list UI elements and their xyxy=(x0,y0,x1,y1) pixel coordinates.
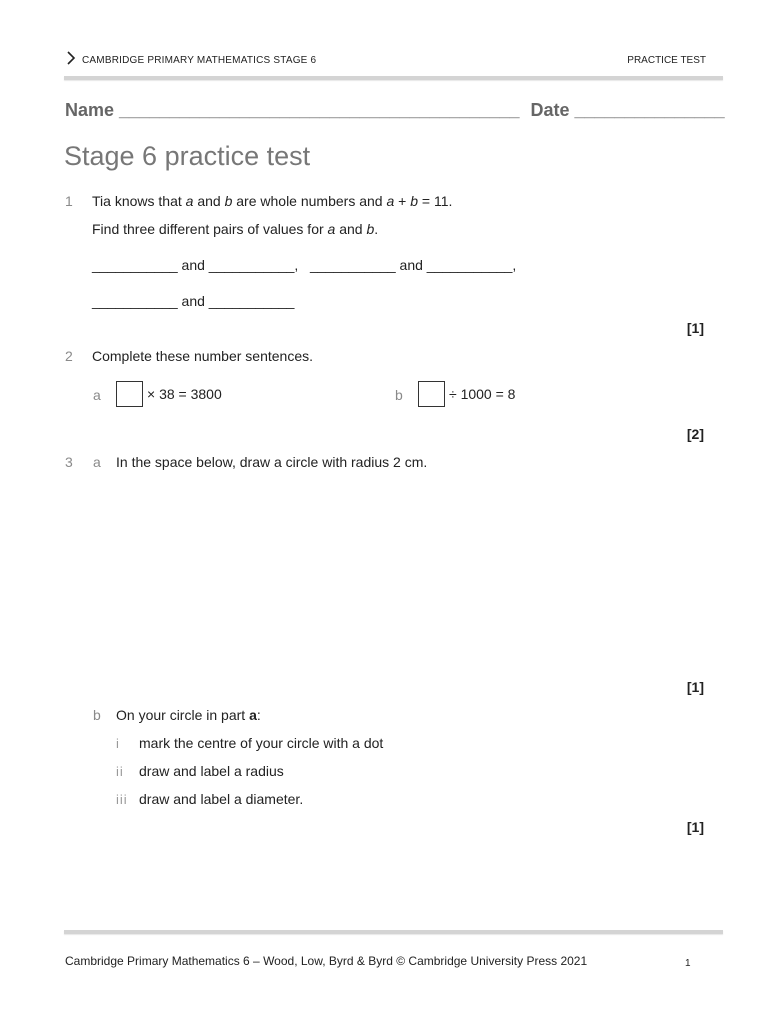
q1-text: Find three different pairs of values for xyxy=(92,221,328,237)
question-2b-sentence xyxy=(418,381,515,407)
q1-text: Tia knows that xyxy=(92,193,186,209)
page-title: Stage 6 practice test xyxy=(64,141,311,171)
q1-var-a: a xyxy=(185,193,194,209)
q3b-text: On your circle in part xyxy=(116,707,250,723)
answer-box-2b[interactable] xyxy=(418,381,445,407)
q3b-text: : xyxy=(256,707,261,723)
question-3b-marks: [1] xyxy=(686,819,704,835)
q1-eq-plus: + xyxy=(394,193,411,209)
question-3a-text: In the space below, draw a circle with radius 2 cm. xyxy=(116,454,428,470)
question-1-number: 1 xyxy=(65,193,73,209)
answer-box-2a[interactable] xyxy=(116,381,143,407)
q1-eq-a: a xyxy=(386,193,395,209)
question-1-answer-row-1[interactable]: ___________ and ___________, ___________ and ___________, xyxy=(92,257,517,273)
question-2a-text: × 38 = 3800 xyxy=(147,386,222,402)
date-label: Date xyxy=(530,100,570,120)
question-1-line-1 xyxy=(92,193,452,209)
question-3b-text xyxy=(116,707,261,723)
question-2b-text: ÷ 1000 = 8 xyxy=(449,386,516,402)
date-field[interactable]: _______________ xyxy=(574,100,725,120)
item-iii-text: draw and label a diameter. xyxy=(139,791,304,807)
item-ii-text: draw and label a radius xyxy=(139,763,284,779)
question-2a-sentence xyxy=(116,381,222,407)
drawing-area[interactable] xyxy=(116,480,696,670)
name-date-row xyxy=(65,100,725,121)
question-1-marks: [1] xyxy=(686,320,704,336)
header-divider xyxy=(64,76,723,80)
name-field[interactable]: ________________________________________ xyxy=(119,100,520,120)
question-3a-marks: [1] xyxy=(686,679,704,695)
question-2-prompt: Complete these number sentences. xyxy=(92,348,314,364)
question-2a-label: a xyxy=(93,387,101,403)
q1-eq-b: b xyxy=(410,193,419,209)
question-3b-label: b xyxy=(93,707,101,723)
question-1-answer-row-2[interactable]: ___________ and ___________ xyxy=(92,293,295,309)
header-label: PRACTICE TEST xyxy=(627,55,706,66)
question-3a-label: a xyxy=(93,454,101,470)
question-2-marks: [2] xyxy=(686,426,704,442)
q1-text: and xyxy=(193,193,225,209)
page-number: 1 xyxy=(685,958,691,969)
q1-text: are whole numbers and xyxy=(232,193,387,209)
item-ii-label: ii xyxy=(116,764,124,779)
name-label: Name xyxy=(65,100,115,120)
q1-var-b: b xyxy=(366,221,375,237)
question-1-line-2 xyxy=(92,221,378,237)
footer-divider xyxy=(64,930,723,934)
footer-credit: Cambridge Primary Mathematics 6 – Wood, Low, Byrd & Byrd © Cambridge University Press 2021 xyxy=(65,954,588,968)
header-series-title: CAMBRIDGE PRIMARY MATHEMATICS STAGE 6 xyxy=(82,55,317,66)
item-i-label: i xyxy=(116,736,120,751)
question-2-number: 2 xyxy=(65,348,73,364)
q1-var-a: a xyxy=(327,221,336,237)
question-2b-label: b xyxy=(395,387,403,403)
q3b-part-ref: a xyxy=(249,707,257,723)
q1-var-b: b xyxy=(224,193,233,209)
chevron-right-icon xyxy=(66,50,76,71)
question-3-number: 3 xyxy=(65,454,73,470)
q1-text: and xyxy=(335,221,367,237)
item-iii-label: iii xyxy=(116,792,128,807)
item-i-text: mark the centre of your circle with a dot xyxy=(139,735,384,751)
q1-eq-rest: = 11. xyxy=(418,193,453,209)
q1-text: . xyxy=(374,221,379,237)
